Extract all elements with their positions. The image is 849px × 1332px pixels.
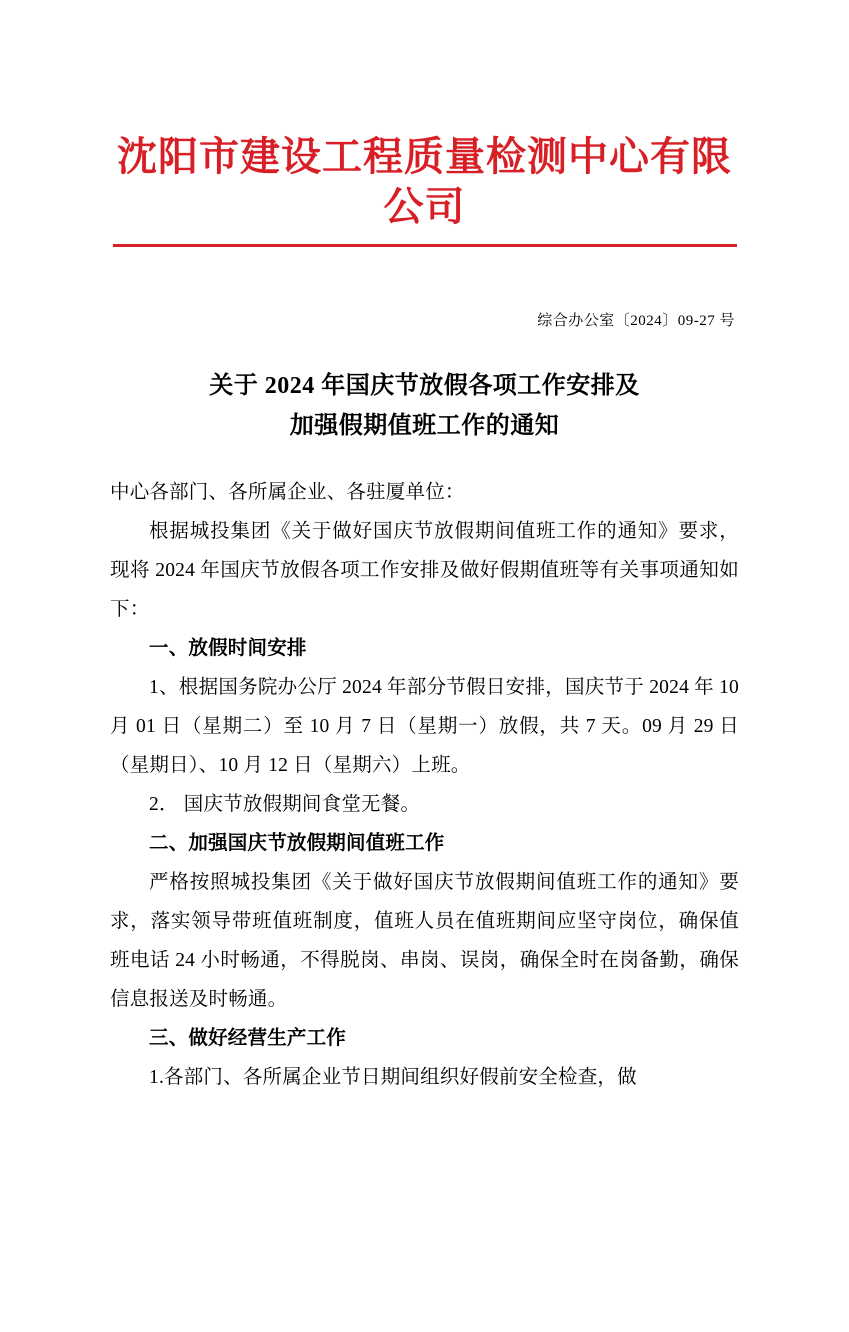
letterhead (110, 132, 739, 247)
section-2-paragraph: 严格按照城投集团《关于做好国庆节放假期间值班工作的通知》要求，落实领导带班值班制度，值班人员在值班期间应坚守岗位，确保值班电话 24 小时畅通，不得脱岗、串岗、误岗，确保全时在岗备勤，确保信息报送及时畅通。 (110, 871, 739, 1010)
section-1-item-1: 1、根据国务院办公厅 2024 年部分节假日安排，国庆节于 2024 年 10 月 01 日（星期二）至 10 月 7 日（星期一）放假，共 7 天。09 月 29 日（星期日）、10 月 12 日（星期六）上班。 (110, 676, 739, 776)
document-title (110, 366, 739, 447)
document-title-line-1: 关于 2024 年国庆节放假各项工作安排及 (209, 373, 640, 399)
section-heading-1: 一、放假时间安排 (149, 637, 307, 659)
section-heading-3: 三、做好经营生产工作 (149, 1027, 347, 1049)
document-page (0, 132, 849, 1332)
section-3-item-1: 1.各部门、各所属企业节日期间组织好假前安全检查，做 (149, 1066, 637, 1088)
section-heading-2: 二、加强国庆节放假期间值班工作 (149, 832, 445, 854)
letterhead-divider (113, 244, 737, 247)
letterhead-company-name: 沈阳市建设工程质量检测中心有限公司 (117, 134, 732, 229)
document-body (110, 473, 739, 1097)
document-number: 综合办公室〔2024〕09-27 号 (537, 313, 735, 329)
document-title-line-2: 加强假期值班工作的通知 (289, 413, 560, 440)
intro-paragraph: 根据城投集团《关于做好国庆节放假期间值班工作的通知》要求，现将 2024 年国庆节放假各项工作安排及做好假期值班等有关事项通知如下： (110, 520, 739, 620)
section-1-item-2: 2． 国庆节放假期间食堂无餐。 (149, 793, 421, 815)
salutation: 中心各部门、各所属企业、各驻厦单位： (110, 481, 465, 503)
